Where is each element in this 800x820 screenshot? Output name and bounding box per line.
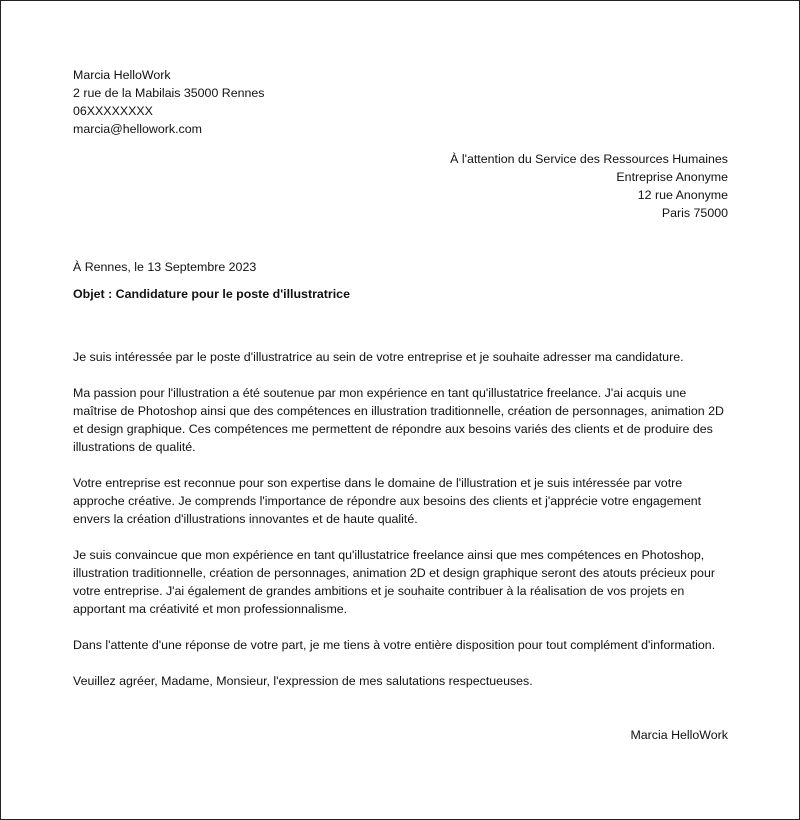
- paragraph: Ma passion pour l'illustration a été soutenue par mon expérience en tant qu'illustatrice freelance. J'ai acquis une maîtrise de Photoshop ainsi que des compétences en illustration traditionnelle, création de personnages, animation 2D et design graphique. Ces compétences me permettent de répondre aux besoins variés des clients et de produire des illustrations de qualité.: [73, 386, 724, 454]
- signature: Marcia HelloWork: [630, 728, 728, 742]
- subject-line: Objet : Candidature pour le poste d'illustratrice: [73, 287, 350, 301]
- recipient-city: Paris 75000: [661, 206, 728, 220]
- paragraph: Votre entreprise est reconnue pour son expertise dans le domaine de l'illustration et je suis intéressée par votre approche créative. Je comprends l'importance de répondre aux besoins des clients et j'apprécie votre engagement envers la création d'illustrations innovantes et de haute qualité.: [73, 476, 702, 526]
- sender-block: [73, 66, 728, 138]
- paragraph: Dans l'attente d'une réponse de votre part, je me tiens à votre entière disposition pour tout complément d'information.: [73, 638, 716, 652]
- paragraph: Je suis convaincue que mon expérience en tant qu'illustatrice freelance ainsi que mes compétences en Photoshop, illustration traditionnelle, création de personnages, animation 2D et design graphique seront des atouts précieux pour votre entreprise. J'ai également de grandes ambitions et je souhaite contribuer à la réalisation de vos projets en apportant ma créativité et mon professionnalisme.: [73, 548, 715, 616]
- recipient-street: 12 rue Anonyme: [637, 188, 728, 202]
- sender-phone: 06XXXXXXXX: [73, 104, 153, 118]
- paragraph: Je suis intéressée par le poste d'illustratrice au sein de votre entreprise et je souhaite adresser ma candidature.: [73, 350, 684, 364]
- recipient-attention: À l'attention du Service des Ressources Humaines: [450, 152, 728, 166]
- sender-email: marcia@hellowork.com: [73, 122, 202, 136]
- recipient-block: [73, 150, 728, 222]
- letter-content: [73, 66, 728, 744]
- letter-body: [73, 348, 728, 690]
- date-line: À Rennes, le 13 Septembre 2023: [73, 260, 257, 274]
- recipient-company: Entreprise Anonyme: [616, 170, 728, 184]
- sender-name: Marcia HelloWork: [73, 68, 171, 82]
- sender-address: 2 rue de la Mabilais 35000 Rennes: [73, 86, 265, 100]
- paragraph: Veuillez agréer, Madame, Monsieur, l'expression de mes salutations respectueuses.: [73, 674, 533, 688]
